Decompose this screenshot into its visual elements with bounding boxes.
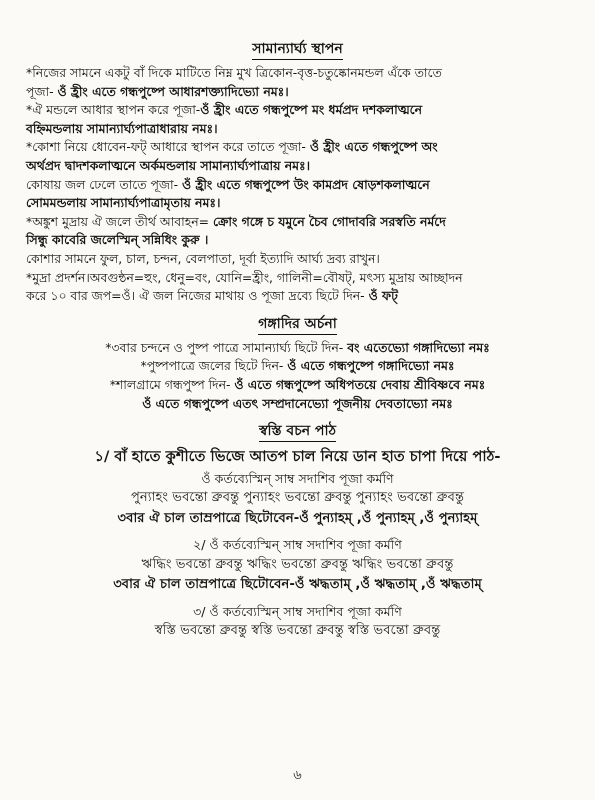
step2-recitation: ঋদ্ধিং ভবন্তো ব্রুবন্তু ঋদ্ধিং ভবন্তো ব্রুবন্তু ঋদ্ধিং ভবন্তো ব্রুবন্তু — [141, 556, 454, 572]
text-line: বহ্নিমন্ডলায় সামান্যার্ঘ্যপাত্রাধারায় নমঃ। — [26, 120, 218, 136]
section2-body — [26, 339, 569, 413]
step3-recitation: স্বস্তি ভবন্তো ব্রুবন্তু স্বস্তি ভবন্তো ব্রুবন্তু স্বস্তি ভবন্তো ব্রুবন্তু — [154, 623, 441, 639]
text-line: *মুদ্রা প্রদর্শন।অবগুন্ঠন=হুং, ধেনু=বং, যোনি=হ্রীং, গালিনী=বৌষট্‌, মৎস্য মুদ্রায় আচ্ছাদন — [26, 269, 463, 285]
step2-mantra: ২/ ওঁ কর্তব্যেস্মিন্‌ সাম্ব সদাশিব পূজা কর্মণি — [193, 537, 402, 553]
step1-mantra: ওঁ কর্তব্যেস্মিন্‌ সাম্ব সদাশিব পূজা কর্মণি — [201, 470, 394, 486]
text-line: *শালগ্রামে গন্ধপুষ্প দিন- ওঁ এতে গন্ধপুষ্পে অধিপতয়ে দেবায় শ্রীবিষ্ণবে নমঃ — [109, 376, 486, 392]
section-title-samanyarghya: সামান্যার্ঘ্য স্থাপন — [252, 40, 342, 60]
text-line: কোশার সামনে ফুল, চাল, চন্দন, বেলপাতা, দূর্বা ইত্যাদি আর্ঘ্য দ্রব্য রাখুন। — [26, 250, 380, 266]
text-line: সিন্ধু কাবেরি জলেস্মিন্‌ সন্নিধিং কুরু । — [26, 232, 209, 248]
section-title-swasti-bachan: স্বস্তি বচন পাঠ — [259, 422, 336, 442]
text-line: ওঁ এতে গন্ধপুষ্পে এতৎ সম্প্রদানেভ্যো পূজনীয় দেবতাভ্যো নমঃ — [142, 395, 453, 411]
section3-body — [26, 446, 569, 642]
text-line: *পুষ্পপাত্রে জলের ছিটে দিন- ওঁ এতে গন্ধপুষ্পে গঙ্গাদিভ্যো নমঃ — [140, 358, 455, 374]
text-line: *নিজের সামনে একটু বাঁ দিকে মাটিতে নিম্ন মুখ ত্রিকোন-বৃত্ত-চতুষ্কোনমন্ডল এঁকে তাতে — [26, 65, 442, 80]
text-line: অর্থপ্রদ দ্বাদশকলাত্মনে অর্কমন্ডলায় সামান্যার্ঘ্যপাত্রায় নমঃ। — [26, 157, 311, 173]
text-line: সোমমন্ডলায় সামান্যার্ঘ্যপাত্রামৃতায় নমঃ। — [26, 195, 221, 211]
step1-recitation: পুন্যাহং ভবন্তো ব্রুবন্তু পুন্যাহং ভবন্তো ব্রুবন্তু পুন্যাহং ভবন্তো ব্রুবন্তু — [130, 490, 465, 506]
text-line: *৩বার চন্দনে ও পুষ্প পাত্রে সামান্যার্ঘ্য ছিটে দিন- বং এতেভ্যো গঙ্গাদিভ্যো নমঃ — [105, 339, 490, 355]
text-line: কোষায় জল ঢেলে তাতে পূজা- ওঁ হ্রীং এতে গন্ধপুষ্পে উং কামপ্রদ ষোড়শকলাত্মনে — [26, 176, 430, 192]
text-line: *অঙ্কুশ মুদ্রায় ঐ জলে তীর্থ আবাহন= ক্রোং গঙ্গে চ যমুনে চৈব গোদাবরি সরস্বতি নর্মদে — [26, 213, 446, 229]
section-title-gangadi-archana: গঙ্গাদির অর্চনা — [258, 315, 337, 335]
step2-instruction: ৩বার ঐ চাল তাম্রপাত্রে ছিটোবেন-ওঁ ঋদ্ধতাম্‌ ,ওঁ ঋদ্ধতাম্‌ ,ওঁ ঋদ্ধতাম্‌ — [113, 577, 482, 593]
step1-heading: ১/ বাঁ হাতে কুশীতে ভিজে আতপ চাল নিয়ে ডান হাত চাপা দিয়ে পাঠ- — [94, 448, 501, 466]
text-line: *ঐ মন্ডলে আধার স্থাপন করে পূজা-ওঁ হ্রীং এতে গন্ধপুষ্পে মং ধর্মপ্রদ দশকলাত্মনে — [26, 102, 423, 118]
text-line: পূজা- ওঁ হ্রীং এতে গন্ধপুষ্পে আধারশক্ত্যাদিভ্যো নমঃ। — [26, 83, 289, 99]
text-line: *কোশা নিয়ে ধোবেন-ফট্‌ আধারে স্থাপন করে তাতে পূজা- ওঁ হ্রীং এতে গন্ধপুষ্পে অং — [26, 139, 438, 155]
text-line: করে ১০ বার জপ=ওঁ। ঐ জল নিজের মাথায় ও পূজা দ্রব্যে ছিটে দিন- ওঁ ফট্‌ — [26, 288, 398, 304]
step1-instruction: ৩বার ঐ চাল তাম্রপাত্রে ছিটোবেন-ওঁ পুন্যাহম্‌ ,ওঁ পুন্যাহম্‌ ,ওঁ পুন্যাহম্‌ — [117, 510, 478, 526]
section1-body — [26, 64, 569, 306]
step3-mantra: ৩/ ওঁ কর্তব্যেস্মিন্‌ সাম্ব সদাশিব পূজা কর্মণি — [193, 603, 402, 619]
page-number: ৬ — [293, 768, 302, 783]
